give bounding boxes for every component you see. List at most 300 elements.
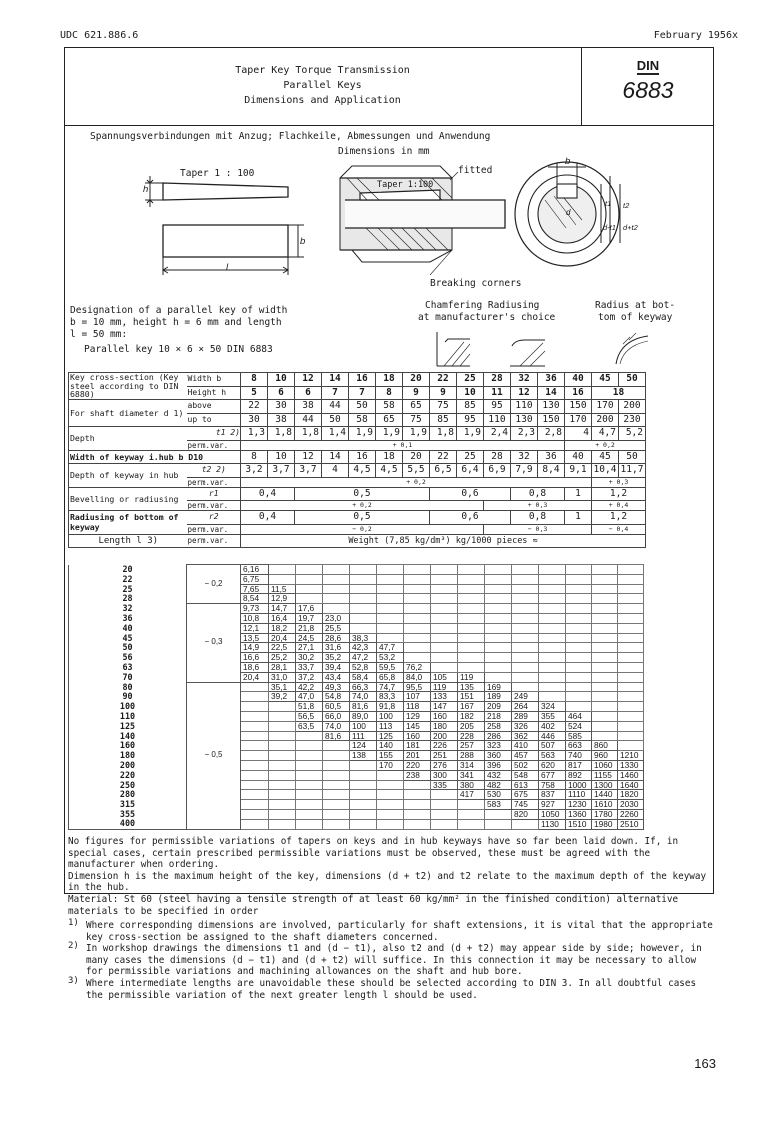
weight-cell — [539, 604, 566, 614]
weight-cell — [377, 809, 404, 819]
shaft-label: For shaft diameter d 1) — [69, 400, 187, 427]
weight-cell: 396 — [485, 760, 512, 770]
weight-cell: 189 — [485, 692, 512, 702]
weight-cell: 1610 — [592, 800, 618, 810]
weight-cell: 360 — [485, 751, 512, 761]
cross-section-label: Key cross-section (Key steel according to DIN 6880) — [69, 373, 187, 400]
length-cell: 20 — [69, 565, 187, 575]
perm-var-cell: − 0,5 — [187, 682, 241, 829]
weight-row — [69, 692, 644, 702]
label-b-hub: b — [565, 156, 571, 167]
weight-row — [69, 613, 644, 623]
key-top-view — [163, 225, 304, 275]
weight-cell — [512, 682, 539, 692]
above-cell: 75 — [430, 400, 457, 414]
depth-t2-cell: 11,7 — [619, 464, 646, 478]
weight-cell — [404, 633, 431, 643]
weight-cell — [618, 623, 644, 633]
weight-cell — [241, 741, 269, 751]
above-cell: 30 — [268, 400, 295, 414]
weight-table — [68, 564, 644, 830]
weight-cell: 63,5 — [296, 721, 323, 731]
weight-cell — [350, 800, 377, 810]
depth-t2-cell: 6,4 — [457, 464, 484, 478]
weight-cell — [431, 623, 458, 633]
weight-cell: 286 — [485, 731, 512, 741]
weight-cell — [566, 662, 592, 672]
weight-cell — [618, 633, 644, 643]
weight-cell — [618, 711, 644, 721]
bevel-cell: 1 — [565, 487, 592, 501]
weight-cell: 12,9 — [269, 594, 296, 604]
hub-depth-label: Depth of keyway in hub — [69, 464, 187, 488]
hub-width-cell: 45 — [592, 450, 619, 464]
weight-cell — [458, 800, 485, 810]
chamfering-label: Chamfering Radiusing — [425, 300, 540, 311]
above-cell: 170 — [592, 400, 619, 414]
length-cell: 36 — [69, 613, 187, 623]
note-variations: No figures for permissible variations of tapers on keys and in hub keyways have so far been laid down. If, in special cases, certain prescribed permissible variations must be observed, these must be agreed with the manufacturer when ordering. — [68, 836, 679, 871]
weight-row — [69, 574, 644, 584]
weight-cell: 817 — [566, 760, 592, 770]
weight-cell: 160 — [404, 731, 431, 741]
weight-cell — [377, 574, 404, 584]
weight-cell: 326 — [512, 721, 539, 731]
weight-cell: 2510 — [618, 819, 644, 829]
weight-cell — [592, 633, 618, 643]
weight-cell — [350, 819, 377, 829]
perm-var-label: perm.var. — [187, 440, 241, 450]
height-cell: 8 — [376, 386, 403, 400]
weight-row — [69, 682, 644, 692]
weight-cell — [404, 594, 431, 604]
perm-var-cell: − 0,3 — [187, 604, 241, 682]
radius-label: Radiusing of bottom of keyway — [69, 511, 187, 535]
weight-cell: 201 — [404, 751, 431, 761]
dimensions-unit: Dimensions in mm — [338, 146, 430, 157]
weight-cell: 22,5 — [269, 643, 296, 653]
depth-t1-cell: 4 — [565, 427, 592, 441]
weight-cell — [566, 653, 592, 663]
weight-row — [69, 819, 644, 829]
weight-cell — [296, 790, 323, 800]
length-cell: 40 — [69, 623, 187, 633]
weight-cell — [377, 800, 404, 810]
depth-t2-cell: 3,7 — [268, 464, 295, 478]
weight-cell — [269, 711, 296, 721]
height-cell: 12 — [511, 386, 538, 400]
weight-cell: 56,5 — [296, 711, 323, 721]
weight-cell: 9,73 — [241, 604, 269, 614]
weight-cell: 118 — [404, 702, 431, 712]
depth-t1-cell: 1,3 — [241, 427, 268, 441]
designation-line-2: b = 10 mm, height h = 6 mm and length — [70, 317, 282, 328]
weight-cell: 530 — [485, 790, 512, 800]
weight-cell: 28,1 — [269, 662, 296, 672]
label-t1: t1 — [605, 199, 612, 208]
weight-cell: 14,7 — [269, 604, 296, 614]
weight-cell: 524 — [566, 721, 592, 731]
weight-cell — [404, 653, 431, 663]
weight-cell: 1300 — [592, 780, 618, 790]
length-cell: 28 — [69, 594, 187, 604]
weight-cell — [350, 809, 377, 819]
weight-row — [69, 800, 644, 810]
weight-cell: 31,0 — [269, 672, 296, 682]
depth-t1-cell: 2,4 — [484, 427, 511, 441]
footnote-text: Where corresponding dimensions are involved, particularly for shaft extensions, it is vital that the appropriate key cross-section be assigned to the shaft diameters concerned. — [86, 920, 713, 943]
weight-row — [69, 780, 644, 790]
weight-cell: 355 — [539, 711, 566, 721]
weight-cell: 35,1 — [269, 682, 296, 692]
height-cell: 9 — [430, 386, 457, 400]
weight-cell: 1360 — [566, 809, 592, 819]
weight-cell: 37,2 — [296, 672, 323, 682]
footnote-2 — [68, 943, 718, 978]
spec-row-above — [69, 400, 646, 414]
weight-row — [69, 741, 644, 751]
specification-table — [68, 372, 646, 548]
weight-cell: 53,2 — [377, 653, 404, 663]
weight-cell: 16,6 — [241, 653, 269, 663]
weight-cell — [592, 692, 618, 702]
weight-cell — [404, 604, 431, 614]
weight-cell: 33,7 — [296, 662, 323, 672]
weight-cell — [350, 623, 377, 633]
height-cell: 5 — [241, 386, 268, 400]
depth-t1-cell: 1,9 — [376, 427, 403, 441]
weight-cell — [350, 613, 377, 623]
weight-cell — [431, 574, 458, 584]
weight-cell — [566, 584, 592, 594]
weight-cell — [592, 623, 618, 633]
weight-cell: 7,65 — [241, 584, 269, 594]
above-cell: 95 — [484, 400, 511, 414]
weight-cell: 43,4 — [323, 672, 350, 682]
spec-row-radius — [69, 511, 646, 525]
hub-width-cell: 32 — [511, 450, 538, 464]
above-cell: 110 — [511, 400, 538, 414]
weight-cell — [241, 819, 269, 829]
weight-cell — [592, 682, 618, 692]
weight-cell: 2030 — [618, 800, 644, 810]
upto-cell: 110 — [484, 413, 511, 427]
hub-width-cell: 16 — [349, 450, 376, 464]
weight-cell: 35,2 — [323, 653, 350, 663]
weight-cell — [431, 653, 458, 663]
upto-cell: 85 — [430, 413, 457, 427]
weight-cell: 1460 — [618, 770, 644, 780]
perm-var-cell: − 0,2 — [187, 565, 241, 604]
weight-cell: 66,3 — [350, 682, 377, 692]
width-cell: 10 — [268, 373, 295, 387]
weight-cell: 21,8 — [296, 623, 323, 633]
footnote-3 — [68, 975, 718, 1001]
width-cell: 20 — [403, 373, 430, 387]
length-cell: 280 — [69, 790, 187, 800]
weight-cell — [323, 751, 350, 761]
weight-cell: 129 — [404, 711, 431, 721]
weight-row — [69, 594, 644, 604]
depth-t1-cell: 5,2 — [619, 427, 646, 441]
weight-cell — [431, 662, 458, 672]
weight-cell: 464 — [566, 711, 592, 721]
weight-cell — [404, 623, 431, 633]
label-b: b — [300, 236, 306, 247]
weight-cell: 39,2 — [269, 692, 296, 702]
width-cell: 25 — [457, 373, 484, 387]
weight-cell: 432 — [485, 770, 512, 780]
designation-line-1: Designation of a parallel key of width — [70, 305, 288, 316]
footnote-text: In workshop drawings the dimensions t1 and (d − t1), also t2 and (d + t2) may appear side by side; however, in many cases the dimensions (d − t1) and (d + t2) will suffice. In this connection it may be necessary to allow for permissible variations and machining allowances on the shaft and hub bore. — [86, 943, 702, 978]
weight-cell — [566, 565, 592, 575]
bevel-var-cell: + 0,4 — [592, 501, 646, 511]
weight-cell — [323, 819, 350, 829]
upto-label: up to — [187, 413, 241, 427]
weight-cell: 1780 — [592, 809, 618, 819]
weight-cell — [241, 751, 269, 761]
weight-cell: 258 — [485, 721, 512, 731]
weight-cell — [431, 633, 458, 643]
weight-cell — [512, 594, 539, 604]
width-cell: 18 — [376, 373, 403, 387]
weight-row — [69, 633, 644, 643]
weight-cell — [241, 760, 269, 770]
depth-t1-cell: 4,7 — [592, 427, 619, 441]
t2-var-cell: + 0,2 — [241, 477, 592, 487]
weight-cell — [592, 721, 618, 731]
weight-cell — [512, 819, 539, 829]
weight-cell: 89,0 — [350, 711, 377, 721]
weight-cell: 820 — [512, 809, 539, 819]
weight-cell: 276 — [431, 760, 458, 770]
fitted-label: fitted — [458, 165, 493, 176]
weight-cell: 446 — [539, 731, 566, 741]
weight-cell: 1510 — [566, 819, 592, 829]
weight-row — [69, 672, 644, 682]
weight-cell: 140 — [377, 741, 404, 751]
weight-cell — [592, 594, 618, 604]
weight-cell — [350, 780, 377, 790]
depth-t1-cell: 2,8 — [538, 427, 565, 441]
weight-cell: 335 — [431, 780, 458, 790]
depth-t2-cell: 8,4 — [538, 464, 565, 478]
upto-cell: 38 — [268, 413, 295, 427]
taper-label-section: Taper 1:100 — [377, 180, 434, 190]
upto-cell: 44 — [295, 413, 322, 427]
weight-cell — [512, 613, 539, 623]
weight-cell: 1060 — [592, 760, 618, 770]
weight-cell — [485, 643, 512, 653]
weight-cell — [323, 780, 350, 790]
depth-t2-cell: 4,5 — [376, 464, 403, 478]
weight-cell: 1980 — [592, 819, 618, 829]
height-cell: 10 — [457, 386, 484, 400]
weight-cell — [512, 584, 539, 594]
length-cell: 25 — [69, 584, 187, 594]
breaking-corners-label: Breaking corners — [430, 278, 522, 289]
radius-bottom-label-1: Radius at bot- — [595, 300, 676, 311]
length-cell: 355 — [69, 809, 187, 819]
weight-cell: 563 — [539, 751, 566, 761]
width-cell: 45 — [592, 373, 619, 387]
weight-cell — [512, 643, 539, 653]
weight-row — [69, 584, 644, 594]
weight-cell — [377, 780, 404, 790]
weight-cell: 47,2 — [350, 653, 377, 663]
bevel-cell: 0,8 — [511, 487, 565, 501]
weight-cell: 1440 — [592, 790, 618, 800]
weight-cell — [485, 623, 512, 633]
weight-cell: 54,8 — [323, 692, 350, 702]
perm-var-header: perm.var. — [187, 534, 241, 548]
length-cell: 63 — [69, 662, 187, 672]
weight-cell: 300 — [431, 770, 458, 780]
footnote-mark: 3) — [68, 975, 79, 986]
weight-cell — [592, 584, 618, 594]
weight-cell — [458, 623, 485, 633]
weight-cell — [377, 613, 404, 623]
weight-cell — [485, 565, 512, 575]
above-label: above — [187, 400, 241, 414]
weight-cell — [592, 662, 618, 672]
weight-cell: 66,0 — [323, 711, 350, 721]
weight-cell — [241, 702, 269, 712]
weight-cell: 167 — [458, 702, 485, 712]
weight-cell: 289 — [512, 711, 539, 721]
weight-cell — [592, 565, 618, 575]
title-line-1: Taper Key Torque Transmission — [235, 65, 410, 76]
weight-cell: 42,2 — [296, 682, 323, 692]
weight-cell: 1210 — [618, 751, 644, 761]
length-header: Length l 3) — [69, 534, 187, 548]
weight-cell: 160 — [431, 711, 458, 721]
weight-cell — [269, 574, 296, 584]
length-cell: 70 — [69, 672, 187, 682]
weight-cell — [539, 643, 566, 653]
hub-width-label: Width of keyway i.hub b D10 — [69, 450, 241, 464]
weight-cell: 2260 — [618, 809, 644, 819]
weight-cell: 83,3 — [377, 692, 404, 702]
weight-cell: 1640 — [618, 780, 644, 790]
length-cell: 160 — [69, 741, 187, 751]
length-cell: 125 — [69, 721, 187, 731]
weight-cell — [377, 790, 404, 800]
manufacturer-choice-label: at manufacturer's choice — [418, 312, 556, 323]
weight-cell — [241, 790, 269, 800]
label-d: d — [566, 208, 571, 217]
weight-row — [69, 565, 644, 575]
weight-cell — [323, 574, 350, 584]
weight-cell — [241, 770, 269, 780]
weight-cell: 181 — [404, 741, 431, 751]
weight-cell — [485, 574, 512, 584]
above-cell: 130 — [538, 400, 565, 414]
weight-cell: 8,54 — [241, 594, 269, 604]
weight-cell — [241, 682, 269, 692]
weight-cell: 19,7 — [296, 613, 323, 623]
weight-cell — [377, 770, 404, 780]
depth-t1-cell: 1,8 — [430, 427, 457, 441]
weight-cell — [592, 653, 618, 663]
weight-cell — [539, 613, 566, 623]
radius-cell: 0,6 — [430, 511, 511, 525]
height-cell: 18 — [592, 386, 646, 400]
weight-cell: 613 — [512, 780, 539, 790]
width-cell: 50 — [619, 373, 646, 387]
weight-cell — [592, 643, 618, 653]
width-cell: 12 — [295, 373, 322, 387]
weight-cell — [377, 604, 404, 614]
perm-var-label: perm.var. — [187, 477, 241, 487]
weight-cell: 59,5 — [377, 662, 404, 672]
weight-cell: 23,0 — [323, 613, 350, 623]
weight-cell — [296, 565, 323, 575]
key-side-view — [145, 176, 288, 207]
upto-cell: 95 — [457, 413, 484, 427]
weight-cell — [269, 741, 296, 751]
weight-cell — [512, 565, 539, 575]
bevel-var-cell: + 0,3 — [484, 501, 592, 511]
label-d-minus-t1: d-t1 — [603, 223, 616, 232]
t2-var-cell: + 0,3 — [592, 477, 646, 487]
weight-cell — [377, 633, 404, 643]
weight-cell — [431, 819, 458, 829]
depth-t2-cell: 7,9 — [511, 464, 538, 478]
weight-cell: 182 — [458, 711, 485, 721]
weight-cell — [458, 633, 485, 643]
length-cell: 315 — [69, 800, 187, 810]
weight-cell — [241, 721, 269, 731]
width-cell: 40 — [565, 373, 592, 387]
weight-cell — [296, 760, 323, 770]
weight-cell: 95,5 — [404, 682, 431, 692]
weight-cell: 12,1 — [241, 623, 269, 633]
weight-cell: 47,0 — [296, 692, 323, 702]
radius-cell: 0,5 — [295, 511, 430, 525]
depth-label: Depth — [69, 427, 187, 451]
t2-label: t2 2) — [187, 464, 241, 478]
length-cell: 32 — [69, 604, 187, 614]
r1-label: r1 — [187, 487, 241, 501]
weight-cell — [350, 604, 377, 614]
depth-t2-cell: 4 — [322, 464, 349, 478]
weight-cell — [241, 800, 269, 810]
weight-cell: 113 — [377, 721, 404, 731]
weight-cell: 58,4 — [350, 672, 377, 682]
weight-cell: 663 — [566, 741, 592, 751]
weight-cell — [377, 819, 404, 829]
weight-cell: 147 — [431, 702, 458, 712]
weight-cell: 81,6 — [323, 731, 350, 741]
weight-cell: 1000 — [566, 780, 592, 790]
above-cell: 200 — [619, 400, 646, 414]
weight-cell: 892 — [566, 770, 592, 780]
hub-width-cell: 36 — [538, 450, 565, 464]
weight-cell — [485, 653, 512, 663]
hub-width-cell: 18 — [376, 450, 403, 464]
weight-cell — [458, 604, 485, 614]
weight-cell — [458, 594, 485, 604]
weight-cell — [539, 662, 566, 672]
label-t2: t2 — [623, 201, 630, 210]
weight-cell: 1330 — [618, 760, 644, 770]
weight-cell — [269, 760, 296, 770]
spec-row-bevel — [69, 487, 646, 501]
upto-cell: 75 — [403, 413, 430, 427]
weight-cell — [431, 604, 458, 614]
title-line-3: Dimensions and Application — [244, 95, 401, 106]
